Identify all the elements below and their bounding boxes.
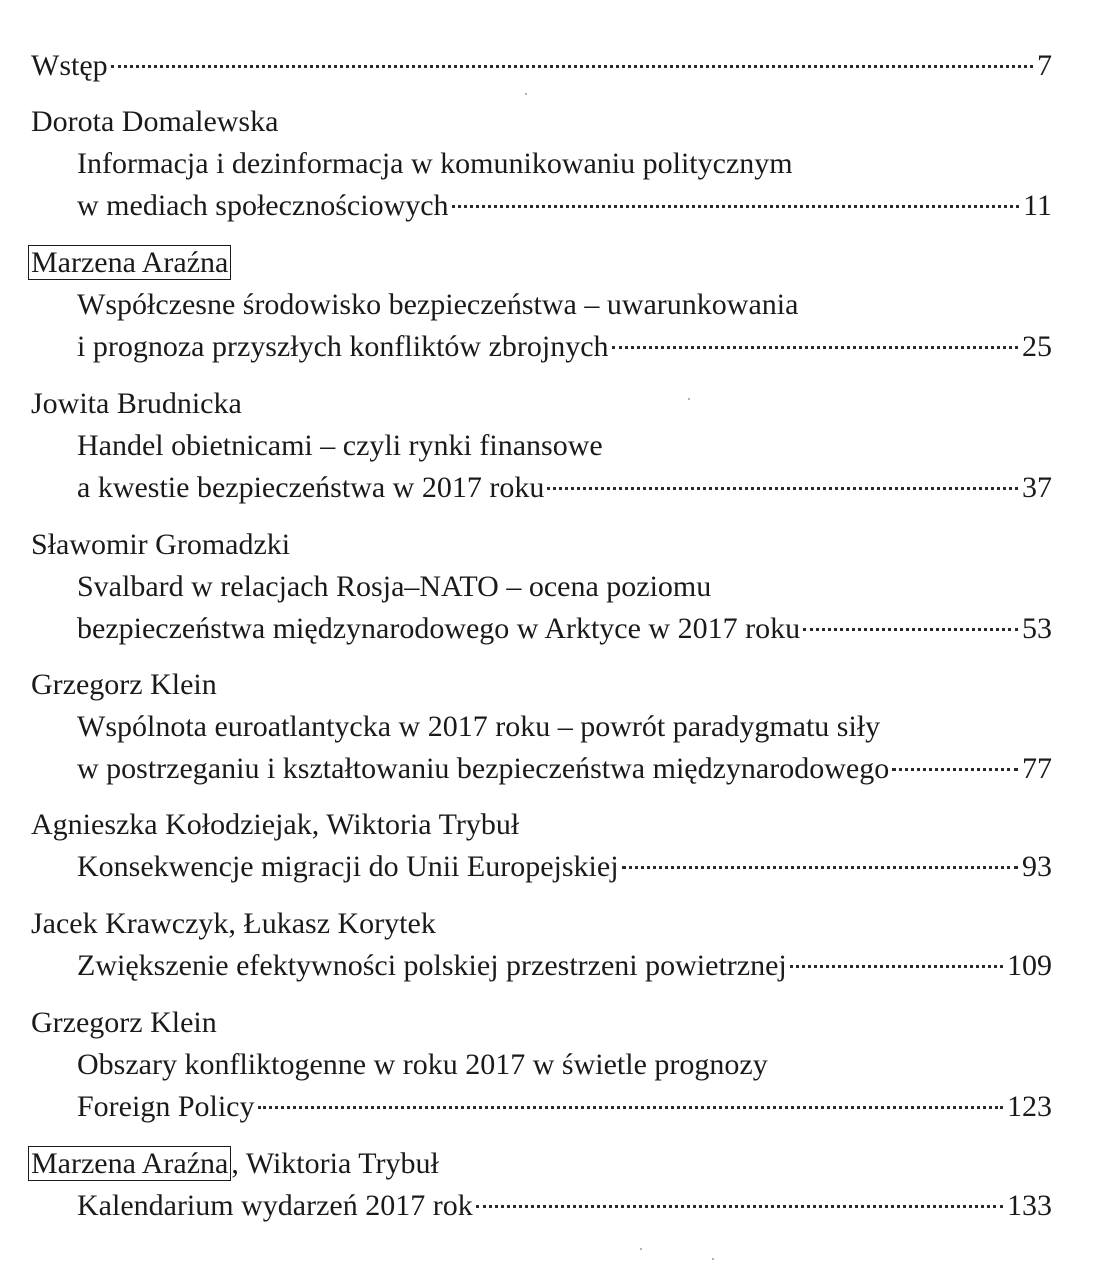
entry-title-line: Handel obietnicami – czyli rynki finansowe xyxy=(77,429,603,462)
page-number: 109 xyxy=(1007,949,1052,982)
dot-leader xyxy=(111,65,1033,68)
entry-title-line: bezpieczeństwa międzynarodowego w Arktyce w 2017 roku xyxy=(77,612,801,645)
dot-leader xyxy=(258,1106,1004,1109)
entry-title-line: Współczesne środowisko bezpieczeństwa – uwarunkowania xyxy=(77,288,799,321)
entry-title-line: Obszary konfliktogenne w roku 2017 w świetle prognozy xyxy=(77,1048,768,1081)
toc-entry-link[interactable] xyxy=(77,327,1052,367)
scan-speck xyxy=(640,1248,642,1250)
dot-leader xyxy=(622,866,1018,869)
entry-author: Sławomir Gromadzki xyxy=(31,528,291,561)
entry-author: Grzegorz Klein xyxy=(31,668,217,701)
page-number: 93 xyxy=(1022,850,1052,883)
scan-speck xyxy=(712,1258,714,1260)
entry-title-line: i prognoza przyszłych konfliktów zbrojnych xyxy=(77,330,609,363)
page-number: 123 xyxy=(1007,1090,1052,1123)
entry-title-line: Foreign Policy xyxy=(77,1090,255,1123)
scan-speck xyxy=(525,93,527,95)
entry-title-line: a kwestie bezpieczeństwa w 2017 roku xyxy=(77,471,545,504)
dot-leader xyxy=(892,768,1018,771)
dot-leader xyxy=(612,346,1018,349)
page-number: 77 xyxy=(1022,752,1052,785)
entry-title-line: Zwiększenie efektywności polskiej przestrzeni powietrznej xyxy=(77,949,787,982)
entry-author: Marzena Araźna xyxy=(28,1146,231,1181)
entry-title-line: Konsekwencje migracji do Unii Europejskiej xyxy=(77,850,619,883)
toc-entry-link[interactable] xyxy=(77,847,1052,887)
entry-author: Grzegorz Klein xyxy=(31,1006,217,1039)
entry-author: Agnieszka Kołodziejak, Wiktoria Trybuł xyxy=(31,808,520,841)
page-number: 37 xyxy=(1022,471,1052,504)
toc-entry-link[interactable] xyxy=(77,186,1052,226)
toc-intro-title: Wstęp xyxy=(31,49,108,82)
toc-entry-link[interactable] xyxy=(77,749,1052,789)
entry-author-line xyxy=(31,243,231,283)
page-number: 11 xyxy=(1023,189,1052,222)
entry-title-line: Svalbard w relacjach Rosja–NATO – ocena poziomu xyxy=(77,570,712,603)
entry-author-line xyxy=(31,1144,439,1184)
dot-leader xyxy=(452,205,1020,208)
entry-title-line: w mediach społecznościowych xyxy=(77,189,449,222)
toc-entry-link[interactable] xyxy=(77,468,1052,508)
entry-title-line: Kalendarium wydarzeń 2017 rok xyxy=(77,1189,473,1222)
page-number: 7 xyxy=(1037,49,1052,82)
entry-title-line: Informacja i dezinformacja w komunikowaniu politycznym xyxy=(77,147,793,180)
toc-entry-link[interactable] xyxy=(77,946,1052,986)
dot-leader xyxy=(803,628,1018,631)
entry-author: Jacek Krawczyk, Łukasz Korytek xyxy=(31,907,436,940)
entry-author: Marzena Araźna xyxy=(28,245,231,280)
dot-leader xyxy=(790,965,1003,968)
scan-speck xyxy=(688,398,690,400)
dot-leader xyxy=(476,1205,1003,1208)
toc-entry-link[interactable] xyxy=(77,609,1052,649)
page-number: 53 xyxy=(1022,612,1052,645)
toc-entry-link[interactable] xyxy=(77,1186,1052,1226)
toc-intro[interactable] xyxy=(31,46,1052,86)
page-number: 25 xyxy=(1022,330,1052,363)
entry-author: Jowita Brudnicka xyxy=(31,387,242,420)
entry-coauthor: , Wiktoria Trybuł xyxy=(231,1147,439,1180)
entry-author: Dorota Domalewska xyxy=(31,105,279,138)
page-number: 133 xyxy=(1007,1189,1052,1222)
toc-entry-link[interactable] xyxy=(77,1087,1052,1127)
entry-title-line: w postrzeganiu i kształtowaniu bezpieczeństwa międzynarodowego xyxy=(77,752,890,785)
entry-title-line: Wspólnota euroatlantycka w 2017 roku – powrót paradygmatu siły xyxy=(77,710,881,743)
dot-leader xyxy=(547,487,1018,490)
